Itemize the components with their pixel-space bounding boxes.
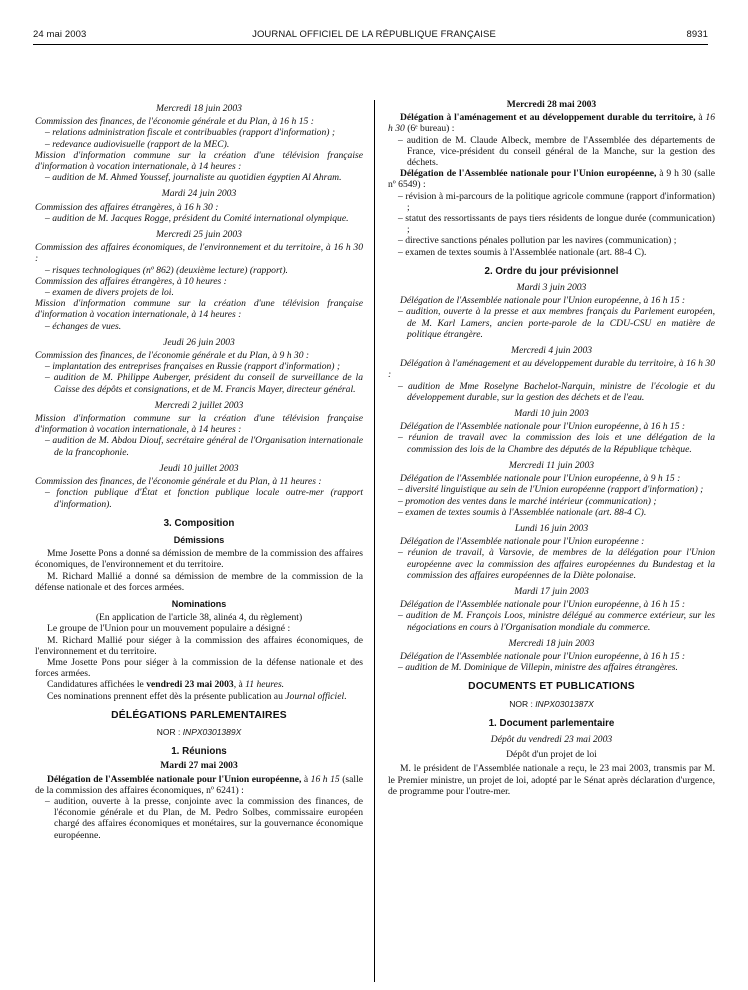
date-heading: Mercredi 2 juillet 2003 (154, 399, 244, 411)
agenda-item: – audition de M. Jacques Rogge, président du Comité international olympique. (45, 212, 349, 224)
agenda-item: – relations administration fiscale et contribuables (rapport d'information) ; (45, 127, 336, 139)
meeting-title: Mission d'information commune sur la création d'une télévision française d'information à vocation internationale, à 14 heures : (35, 298, 363, 321)
date-heading: Jeudi 10 juillet 2003 (159, 462, 239, 474)
nor-code: INPX0301387X (535, 698, 594, 709)
date-heading: Lundi 16 juin 2003 (514, 522, 589, 534)
agenda-item: – redevance audiovisuelle (rapport de la MEC). (45, 138, 230, 150)
text-run-italic: 16 h 30 (388, 112, 715, 135)
meeting-title: Délégation de l'Assemblée nationale pour l'Union européenne, à 9 h 15 : (400, 473, 681, 485)
text-run: à (301, 773, 311, 785)
paragraph: M. Richard Mallié a donné sa démission de membre de la commission de la défense nationale et des forces armées. (35, 570, 363, 593)
header-date: 24 mai 2003 (33, 29, 87, 40)
agenda-item: – audition, ouverte à la presse, conjointe avec la commission des finances, de l'économie générale et du Plan, de M. Pedro Solbes, commissaire européen chargé des affaires économiques et monétaires, sur la gouvernance économique européenne. (45, 795, 363, 841)
agenda-item: – promotion des ventes dans le marché intérieur (communication) ; (398, 495, 657, 507)
nor-label: NOR : (156, 726, 183, 737)
left-column (35, 98, 363, 841)
text-run: , à (233, 679, 246, 691)
meeting-title (388, 168, 715, 190)
meeting-title (388, 112, 715, 134)
header-page-number: 8931 (686, 29, 708, 40)
agenda-item: – réunion de travail avec la commission des lois et une délégation de la commission des lois de la Chambre des députés de la République tchèque. (398, 432, 715, 455)
meeting-title (35, 774, 363, 796)
nor-label: NOR : (509, 698, 536, 709)
meeting-title: Délégation de l'Assemblée nationale pour l'Union européenne, à 16 h 15 : (400, 295, 686, 307)
meeting-title: Commission des affaires économiques, de l'environnement et du territoire, à 16 h 30 : (35, 242, 363, 265)
section-heading-reunions: 1. Réunions (171, 746, 227, 758)
date-heading: Mercredi 4 juin 2003 (510, 345, 593, 357)
meeting-title: Délégation à l'aménagement et au développement durable du territoire, à 16 h 30 : (388, 358, 715, 381)
meeting-title: Mission d'information commune sur la création d'une télévision française d'information à vocation internationale, à 14 heures : (35, 413, 363, 436)
meeting-title: Délégation de l'Assemblée nationale pour l'Union européenne, à 16 h 15 : (400, 650, 686, 662)
date-heading: Mardi 27 mai 2003 (160, 760, 238, 772)
date-heading: Mardi 17 juin 2003 (514, 585, 589, 597)
text-run-italic: Journal officiel (285, 690, 345, 702)
agenda-item: – audition de M. Dominique de Villepin, ministre des affaires étrangères. (398, 662, 678, 674)
effect-paragraph (35, 691, 363, 702)
paragraph: M. Richard Mallié pour siéger à la commission des affaires économiques, de l'environnement et du territoire. (35, 634, 363, 657)
text-run-bold: Délégation de l'Assemblée nationale pour l'Union européenne, (400, 168, 657, 180)
agenda-item: – révision à mi-parcours de la politique agricole commune (rapport d'information) ; (398, 190, 715, 213)
header-title: JOURNAL OFFICIEL DE LA RÉPUBLIQUE FRANÇAISE (252, 29, 496, 40)
text-run-bold: Délégation de l'Assemblée nationale pour l'Union européenne, (47, 773, 302, 785)
paragraph: M. le président de l'Assemblée nationale a reçu, le 23 mai 2003, transmis par M. le Premier ministre, un projet de loi, adopté par le Sénat après déclaration d'urgence, de programme pour l'outre-mer. (388, 763, 715, 797)
meeting-title: Mission d'information commune sur la création d'une télévision française d'information à vocation internationale, à 14 heures : (35, 149, 363, 173)
agenda-item: – examen de divers projets de loi. (45, 287, 174, 299)
date-heading: Mercredi 25 juin 2003 (156, 229, 242, 241)
text-run: à (695, 112, 706, 124)
text-run: Ces nominations prennent effet dès la présente publication au (47, 690, 286, 702)
agenda-item: – audition de M. Ahmed Youssef, journaliste au quotidien égyptien Al Ahram. (45, 172, 342, 184)
meeting-title: Commission des affaires étrangères, à 16 h 30 : (35, 201, 219, 213)
meeting-title: Délégation de l'Assemblée nationale pour l'Union européenne, à 16 h 15 : (400, 599, 686, 611)
nominations-note: (En application de l'article 38, alinéa 4, du règlement) (95, 612, 303, 624)
meeting-title: Délégation de l'Assemblée nationale pour l'Union européenne : (400, 536, 645, 548)
text-run: Candidatures affichées le (47, 679, 147, 691)
subheading-depot: Dépôt d'un projet de loi (506, 749, 597, 761)
text-run: (salle de la commission des affaires économiques, nº 6241) : (35, 773, 363, 796)
agenda-item: – statut des ressortissants de pays tiers résidents de longue durée (communication) ; (398, 213, 715, 236)
agenda-item: – audition de Mme Roselyne Bachelot-Narquin, ministre de l'écologie et du développement durable, sur la gestion des déchets et de l'eau. (398, 380, 715, 403)
paragraph: Mme Josette Pons a donné sa démission de membre de la commission des affaires économiques, de l'environnement et du territoire. (35, 548, 363, 571)
agenda-item: – audition de M. Claude Albeck, membre de l'Assemblée des départements de France, vice-président du conseil général de la Manche, sur la gestion des déchets. (398, 134, 715, 169)
meeting-title: Commission des finances, de l'économie générale et du Plan, à 9 h 30 : (35, 350, 310, 362)
paragraph: Mme Josette Pons pour siéger à la commission de la défense nationale et des forces armées. (35, 656, 363, 680)
date-heading: Dépôt du vendredi 23 mai 2003 (490, 733, 613, 745)
nor-reference (35, 727, 363, 738)
text-run: . (344, 690, 347, 702)
agenda-item: – implantation des entreprises françaises en Russie (rapport d'information) ; (45, 361, 341, 373)
agenda-item: – réunion de travail, à Varsovie, de membres de la délégation pour l'Union européenne avec la commission des affaires européennes du Bundestag et la commission des affaires européennes de la Diète polonaise. (398, 547, 715, 581)
agenda-item: – examen de textes soumis à l'Assemblée nationale (art. 88-4 C). (398, 246, 647, 258)
subheading-nominations: Nominations (171, 598, 227, 609)
date-heading: Mercredi 11 juin 2003 (508, 459, 595, 471)
section-heading-composition: 3. Composition (163, 517, 235, 529)
header-rule (33, 44, 708, 45)
subheading-demissions: Démissions (173, 534, 225, 545)
right-column (388, 98, 715, 797)
agenda-item: – échanges de vues. (45, 320, 122, 332)
paragraph: Le groupe de l'Union pour un mouvement populaire a désigné : (47, 623, 291, 635)
text-run-bold: vendredi 23 mai 2003 (146, 679, 234, 691)
text-run: à 9 h 30 (salle nº 6549) : (388, 168, 715, 191)
agenda-item: – examen de textes soumis à l'Assemblée nationale (art. 88-4 C). (398, 506, 647, 518)
column-divider (374, 100, 375, 982)
text-run: (6ᵉ bureau) : (404, 123, 455, 135)
date-heading: Jeudi 26 juin 2003 (163, 336, 235, 348)
agenda-item: – fonction publique d'État et fonction publique locale outre-mer (rapport d'information). (45, 487, 363, 510)
section-heading-delegations: DÉLÉGATIONS PARLEMENTAIRES (111, 709, 287, 721)
date-heading: Mardi 3 juin 2003 (516, 282, 587, 294)
meeting-title: Commission des finances, de l'économie générale et du Plan, à 16 h 15 : (35, 116, 314, 128)
agenda-item: – directive sanctions pénales pollution par les navires (communication) ; (398, 235, 677, 247)
date-heading: Mercredi 18 juin 2003 (508, 637, 595, 649)
section-heading-documents: DOCUMENTS ET PUBLICATIONS (468, 681, 635, 693)
text-run-bold: Délégation à l'aménagement et au développement durable du territoire, (400, 112, 696, 124)
nor-reference (388, 699, 715, 710)
agenda-item: – audition de M. Philippe Auberger, président du conseil de surveillance de la Caisse des dépôts et consignations, et de M. Francis Mayer, directeur général. (45, 372, 363, 395)
candidatures-paragraph (35, 679, 363, 690)
date-heading: Mercredi 18 juin 2003 (156, 103, 242, 114)
meeting-title: Commission des finances, de l'économie générale et du Plan, à 11 heures : (35, 476, 322, 488)
meeting-title: Commission des affaires étrangères, à 10 heures : (35, 275, 227, 287)
section-heading-document-parlementaire: 1. Document parlementaire (488, 717, 615, 729)
agenda-item: – audition de M. Abdou Diouf, secrétaire général de l'Organisation internationale de la francophonie. (45, 435, 363, 458)
text-run-italic: 16 h 15 (310, 773, 340, 785)
agenda-item: – risques technologiques (nº 862) (deuxième lecture) (rapport). (45, 264, 288, 276)
date-heading: Mardi 10 juin 2003 (514, 408, 589, 420)
agenda-item: – diversité linguistique au sein de l'Union européenne (rapport d'information) ; (398, 484, 704, 496)
text-run-italic: 11 heures. (245, 679, 285, 691)
section-heading-ordre-du-jour: 2. Ordre du jour prévisionnel (484, 265, 619, 277)
date-heading: Mardi 24 juin 2003 (161, 188, 237, 200)
agenda-item: – audition de M. François Loos, ministre délégué au commerce extérieur, sur les négociations en cours à l'Organisation mondiale du commerce. (398, 610, 715, 633)
meeting-title: Délégation de l'Assemblée nationale pour l'Union européenne, à 16 h 15 : (400, 421, 686, 433)
agenda-item: – audition, ouverte à la presse et aux membres français du Parlement européen, de M. Karl Lamers, ancien porte-parole de la CDU-CSU en matière de politique étrangère. (398, 306, 715, 340)
date-heading: Mercredi 28 mai 2003 (506, 99, 597, 110)
nor-code: INPX0301389X (182, 726, 242, 737)
